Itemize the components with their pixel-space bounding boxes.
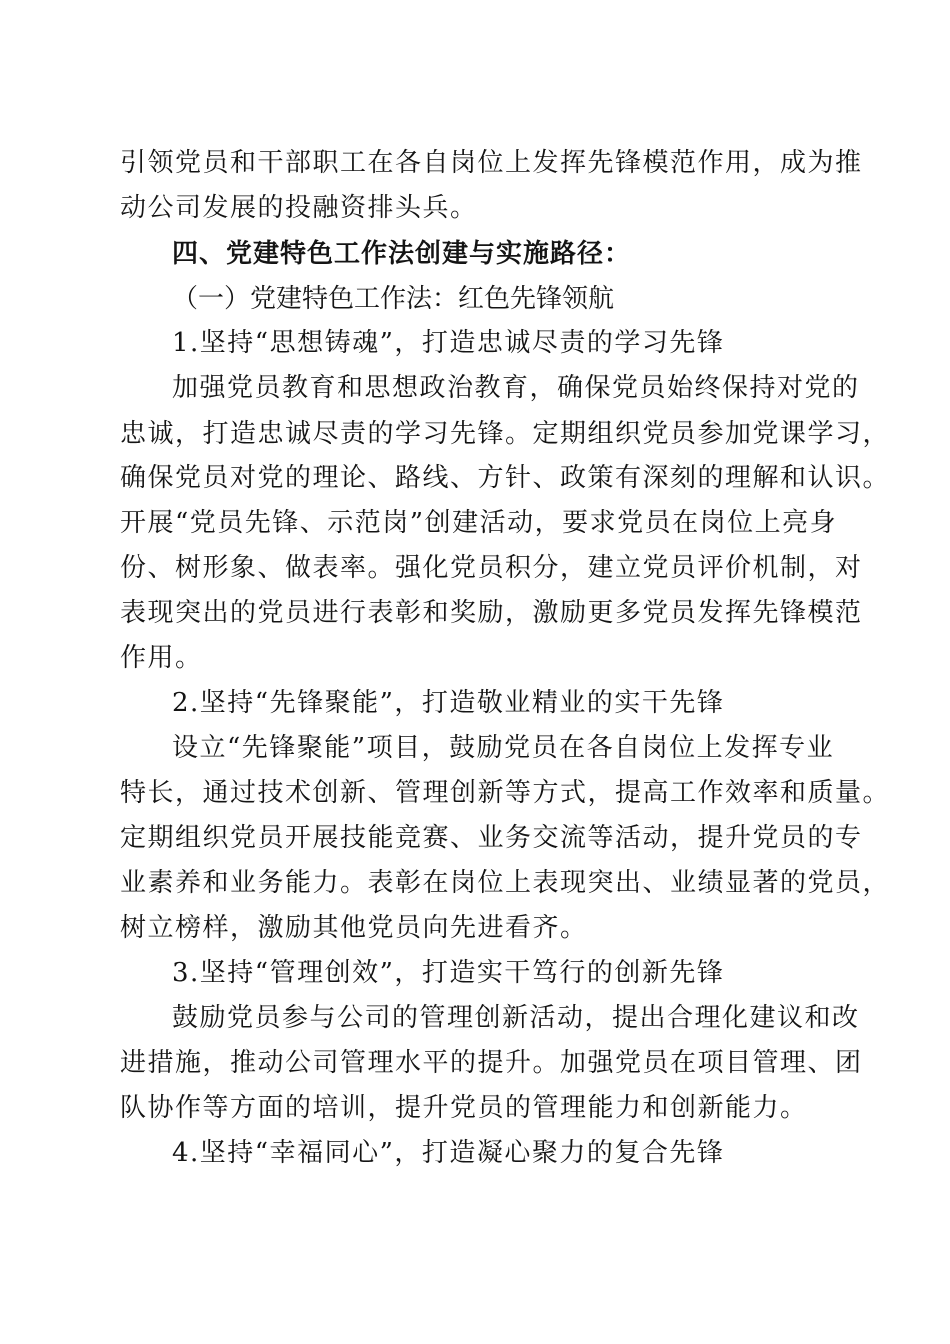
item-heading: 4.坚持“幸福同心”，打造凝心聚力的复合先锋: [172, 1138, 725, 1168]
body-text-line: 确保党员对党的理论、路线、方针、政策有深刻的理解和认识。: [120, 463, 891, 493]
body-text-line: 表现突出的党员进行表彰和奖励，激励更多党员发挥先锋模范: [120, 598, 863, 628]
section-heading: 四、党建特色工作法创建与实施路径：: [172, 239, 632, 269]
body-text-line: 业素养和业务能力。表彰在岗位上表现突出、业绩显著的党员，: [120, 868, 891, 898]
body-text-line: 进措施，推动公司管理水平的提升。加强党员在项目管理、团: [120, 1048, 863, 1078]
body-text-line: 队协作等方面的培训，提升党员的管理能力和创新能力。: [120, 1093, 808, 1123]
body-text-line: 鼓励党员参与公司的管理创新活动，提出合理化建议和改: [172, 1003, 860, 1033]
subsection-heading: （一）党建特色工作法：红色先锋领航: [172, 284, 615, 314]
body-text-line: 定期组织党员开展技能竞赛、业务交流等活动，提升党员的专: [120, 823, 863, 853]
body-text-line: 引领党员和干部职工在各自岗位上发挥先锋模范作用，成为推: [120, 148, 863, 178]
body-text-line: 作用。: [120, 643, 203, 673]
body-text-line: 开展“党员先锋、示范岗”创建活动，要求党员在岗位上亮身: [120, 508, 838, 538]
item-heading: 2.坚持“先锋聚能”，打造敬业精业的实干先锋: [172, 688, 725, 718]
body-text-line: 设立“先锋聚能”项目，鼓励党员在各自岗位上发挥专业: [172, 733, 835, 763]
body-text-line: 特长，通过技术创新、管理创新等方式，提高工作效率和质量。: [120, 778, 891, 808]
item-heading: 1.坚持“思想铸魂”，打造忠诚尽责的学习先锋: [172, 328, 725, 358]
body-text-line: 树立榜样，激励其他党员向先进看齐。: [120, 913, 588, 943]
body-text-line: 份、树形象、做表率。强化党员积分，建立党员评价机制，对: [120, 553, 863, 583]
body-text-line: 加强党员教育和思想政治教育，确保党员始终保持对党的: [172, 373, 860, 403]
item-heading: 3.坚持“管理创效”，打造实干笃行的创新先锋: [172, 958, 725, 988]
body-text-line: 动公司发展的投融资排头兵。: [120, 193, 478, 223]
body-text-line: 忠诚，打造忠诚尽责的学习先锋。定期组织党员参加党课学习，: [120, 419, 891, 449]
